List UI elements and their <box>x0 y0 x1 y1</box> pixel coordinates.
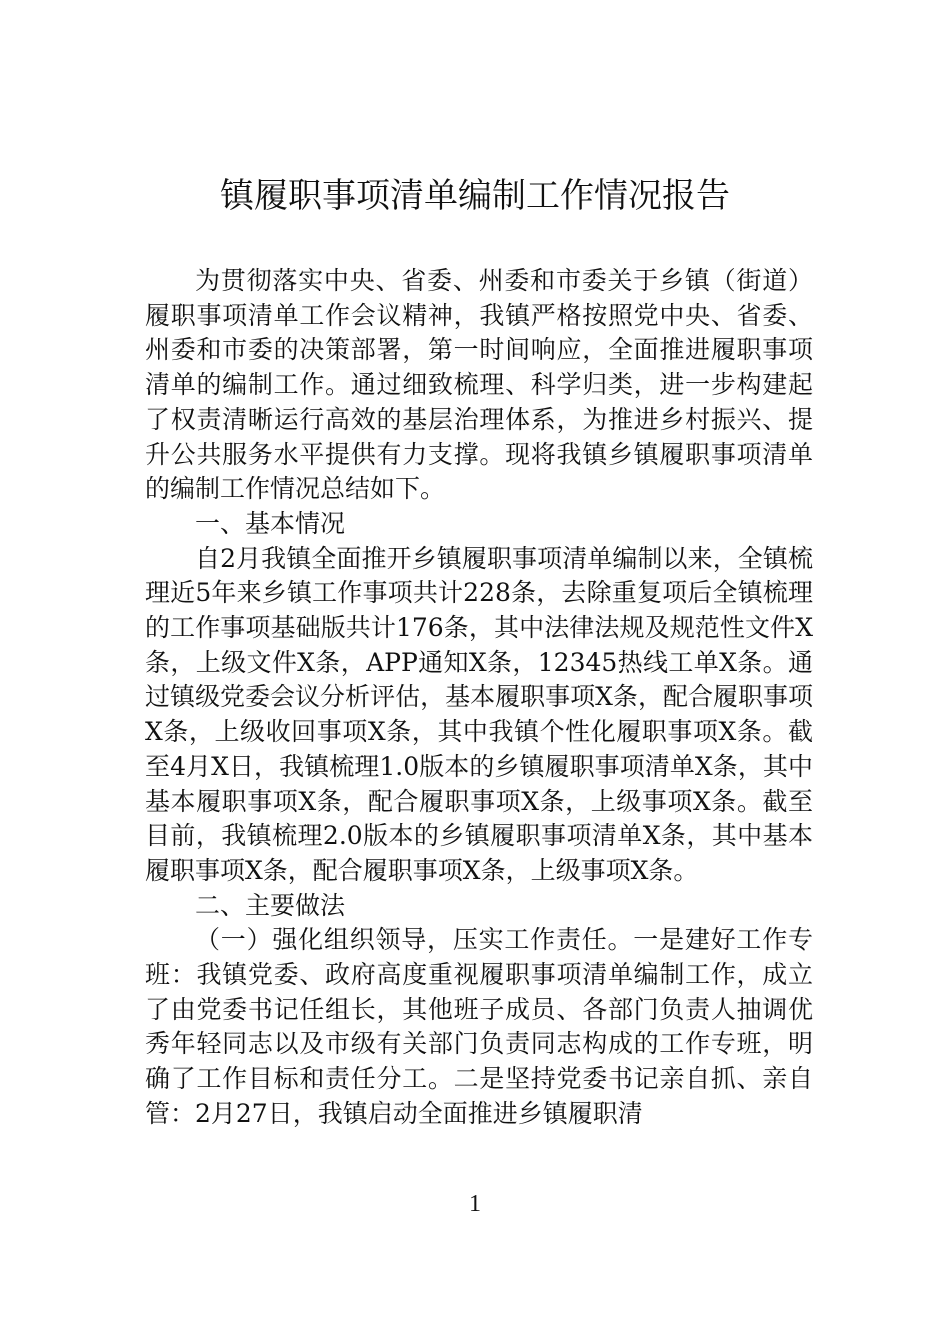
paragraph-measures-1: （一）强化组织领导，压实工作责任。一是建好工作专班：我镇党委、政府高度重视履职事项清单编制工作，成立了由党委书记任组长，其他班子成员、各部门负责人抽调优秀年轻同志以及市级有关部门负责同志构成的工作专班，明确了工作目标和责任分工。二是坚持党委书记亲自抓、亲自管：2月27日，我镇启动全面推进乡镇履职清 <box>145 925 813 1128</box>
paragraph-basic-situation: 自2月我镇全面推开乡镇履职事项清单编制以来，全镇梳理近5年来乡镇工作事项共计228条，去除重复项后全镇梳理的工作事项基础版共计176条，其中法律法规及规范性文件X条，上级文件X条，APP通知X条，12345热线工单X条。通过镇级党委会议分析评估，基本履职事项X条，配合履职事项X条，上级收回事项X条，其中我镇个性化履职事项X条。截至4月X日，我镇梳理1.0版本的乡镇履职事项清单X条，其中基本履职事项X条，配合履职事项X条，上级事项X条。截至目前，我镇梳理2.0版本的乡镇履职事项清单X条，其中基本履职事项X条，配合履职事项X条，上级事项X条。 <box>145 543 813 885</box>
page-number: 1 <box>469 1191 481 1217</box>
paragraph-intro: 为贯彻落实中央、省委、州委和市委关于乡镇（街道）履职事项清单工作会议精神，我镇严格按照党中央、省委、州委和市委的决策部署，第一时间响应，全面推进履职事项清单的编制工作。通过细致梳理、科学归类，进一步构建起了权责清晰运行高效的基层治理体系，为推进乡村振兴、提升公共服务水平提供有力支撑。现将我镇乡镇履职事项清单的编制工作情况总结如下。 <box>145 266 813 504</box>
document-title: 镇履职事项清单编制工作情况报告 <box>220 176 730 216</box>
document-body <box>145 264 813 1132</box>
section-heading-measures: 二、主要做法 <box>195 890 346 920</box>
section-heading-basic: 一、基本情况 <box>195 508 346 538</box>
